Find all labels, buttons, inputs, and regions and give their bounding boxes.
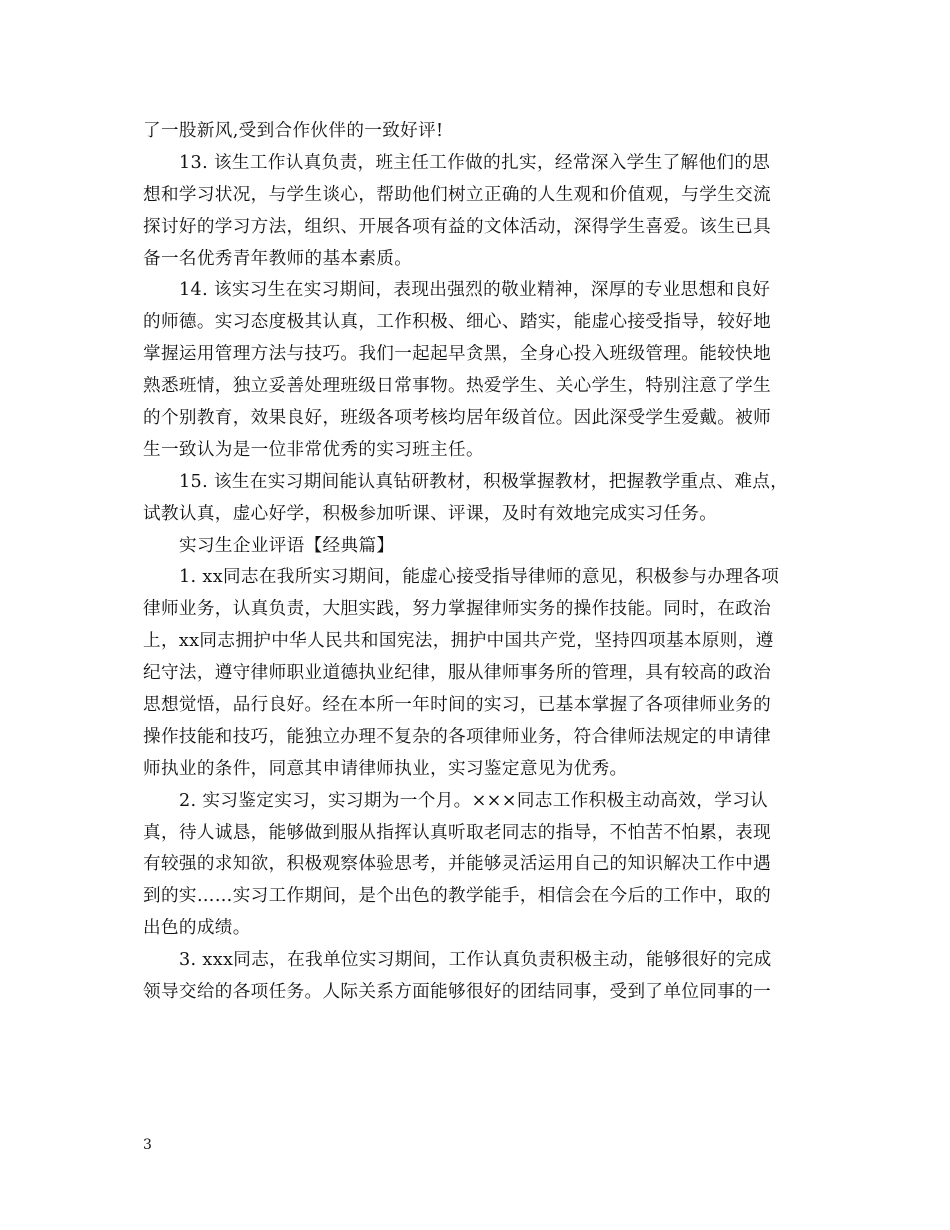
paragraph-1-start: 1. xx同志在我所实习期间，能虚心接受指导律师的意见，积极参与办理各项 (179, 567, 780, 588)
text-line: 上，xx同志拥护中华人民共和国宪法，拥护中国共产党，坚持四项基本原则，遵 (143, 631, 774, 652)
text-line: 真，待人诚恳，能够做到服从指挥认真听取老同志的指导，不怕苦不怕累，表现 (143, 822, 772, 843)
text-line: 有较强的求知欲，积极观察体验思考，并能够灵活运用自己的知识解决工作中遇 (143, 854, 772, 875)
document-body (143, 116, 823, 1009)
text-line: 熟悉班情，独立妥善处理班级日常事物。热爱学生、关心学生，特别注意了学生 (143, 376, 772, 397)
paragraph-14-start: 14. 该实习生在实习期间，表现出强烈的敬业精神，深厚的专业思想和良好 (179, 280, 771, 301)
text-line: 师执业的条件，同意其申请律师执业，实习鉴定意见为优秀。 (143, 758, 628, 779)
paragraph-13-start: 13. 该生工作认真负责，班主任工作做的扎实，经常深入学生了解他们的思 (179, 152, 771, 173)
page-number: 3 (143, 1137, 152, 1153)
paragraph-3-start: 3. xxx同志，在我单位实习期间，工作认真负责积极主动，能够很好的完成 (179, 950, 772, 971)
text-line: 纪守法，遵守律师职业道德执业纪律，服从律师事务所的管理，具有较高的政治 (143, 663, 772, 684)
text-line: 生一致认为是一位非常优秀的实习班主任。 (143, 439, 484, 460)
text-line: 了一股新风,受到合作伙伴的一致好评! (143, 121, 444, 141)
text-line: 的师德。实习态度极其认真，工作积极、细心、踏实，能虚心接受指导，较好地 (143, 312, 772, 333)
paragraph-2-start: 2. 实习鉴定实习，实习期为一个月。×××同志工作积极主动高效，学习认 (179, 790, 769, 811)
text-line: 到的实……实习工作期间，是个出色的教学能手，相信会在今后的工作中，取的 (143, 886, 772, 907)
text-line: 探讨好的学习方法，组织、开展各项有益的文体活动，深得学生喜爱。该生已具 (143, 216, 772, 237)
text-line: 想和学习状况，与学生谈心，帮助他们树立正确的人生观和价值观，与学生交流 (143, 184, 772, 205)
paragraph-15-start: 15. 该生在实习期间能认真钻研教材，积极掌握教材，把握教学重点、难点， (179, 471, 789, 492)
text-line: 试教认真，虚心好学，积极参加听课、评课，及时有效地完成实习任务。 (143, 503, 718, 524)
text-line: 领导交给的各项任务。人际关系方面能够很好的团结同事，受到了单位同事的一 (143, 982, 772, 1003)
text-line: 出色的成绩。 (143, 918, 251, 939)
text-line: 备一名优秀青年教师的基本素质。 (143, 248, 413, 269)
text-line: 的个别教育，效果良好，班级各项考核均居年级首位。因此深受学生爱戴。被师 (143, 408, 772, 429)
text-line: 操作技能和技巧，能独立办理不复杂的各项律师业务，符合律师法规定的申请律 (143, 726, 772, 747)
section-heading: 实习生企业评语【经典篇】 (179, 535, 395, 556)
text-line: 律师业务，认真负责，大胆实践，努力掌握律师实务的操作技能。同时，在政治 (143, 599, 772, 620)
text-line: 思想觉悟，品行良好。经在本所一年时间的实习，已基本掌握了各项律师业务的 (143, 695, 772, 716)
text-line: 掌握运用管理方法与技巧。我们一起起早贪黑，全身心投入班级管理。能较快地 (143, 344, 772, 365)
